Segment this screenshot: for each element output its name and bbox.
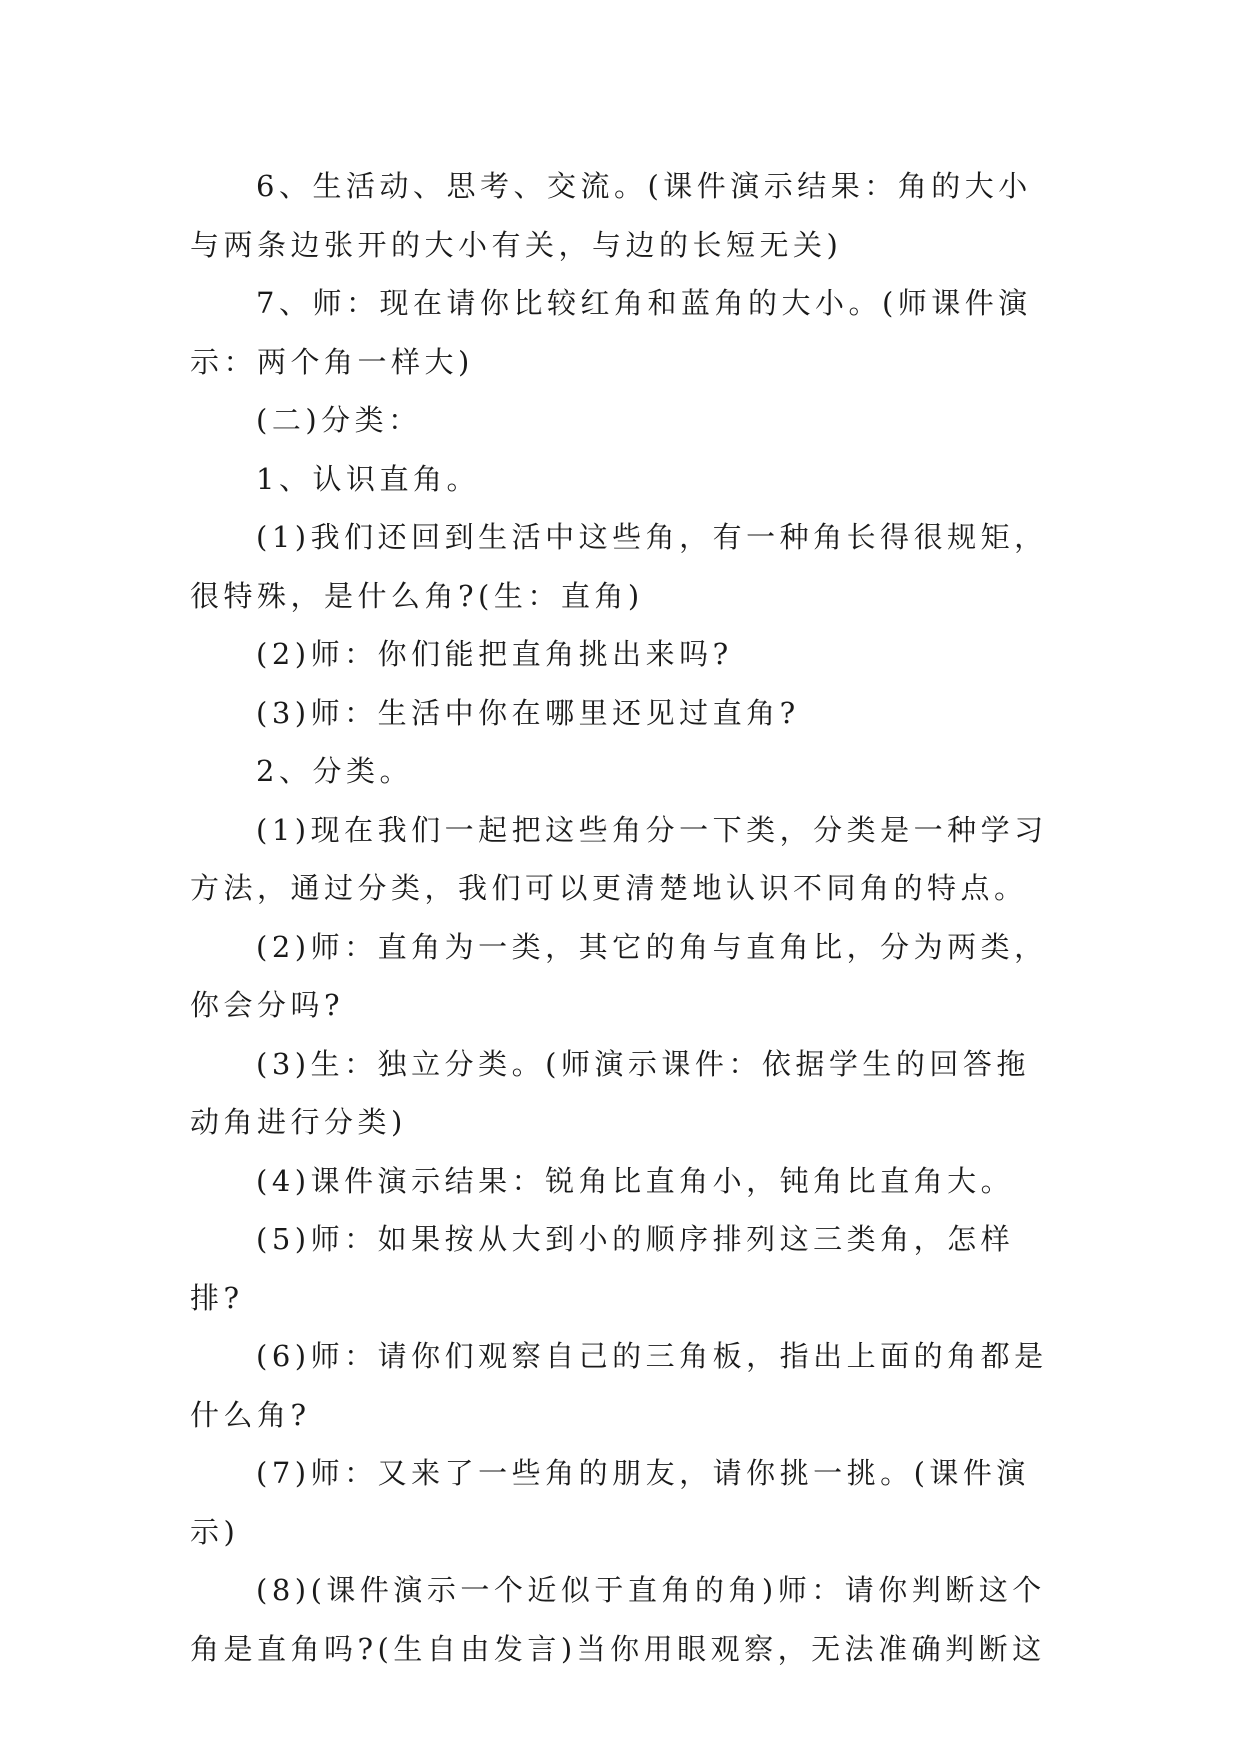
paragraph: 7、师：现在请你比较红角和蓝角的大小。(师课件演示：两个角一样大) bbox=[190, 286, 1032, 379]
paragraph: (6)师：请你们观察自己的三角板，指出上面的角都是什么角? bbox=[190, 1339, 1048, 1432]
paragraph: 6、生活动、思考、交流。(课件演示结果：角的大小与两条边张开的大小有关，与边的长短无关) bbox=[190, 169, 1032, 262]
paragraph: 1、认识直角。 bbox=[256, 461, 480, 496]
paragraph: (7)师：又来了一些角的朋友，请你挑一挑。(课件演示) bbox=[190, 1456, 1030, 1549]
paragraph: (3)生：独立分类。(师演示课件：依据学生的回答拖动角进行分类) bbox=[190, 1046, 1030, 1139]
paragraph: (1)现在我们一起把这些角分一下类，分类是一种学习方法，通过分类，我们可以更清楚地认识不同角的特点。 bbox=[190, 812, 1048, 905]
paragraph: (2)师：你们能把直角挑出来吗? bbox=[256, 637, 733, 671]
document-body bbox=[190, 157, 1050, 1678]
paragraph: (2)师：直角为一类，其它的角与直角比，分为两类，你会分吗? bbox=[190, 929, 1048, 1022]
paragraph: (二)分类： bbox=[256, 403, 422, 437]
paragraph: (3)师：生活中你在哪里还见过直角? bbox=[256, 695, 800, 730]
paragraph: (1)我们还回到生活中这些角，有一种角长得很规矩，很特殊，是什么角?(生：直角) bbox=[190, 520, 1048, 613]
paragraph: 2、分类。 bbox=[256, 754, 413, 788]
paragraph: (4)课件演示结果：锐角比直角小，钝角比直角大。 bbox=[256, 1163, 1015, 1198]
paragraph: (8)(课件演示一个近似于直角的角)师：请你判断这个角是直角吗?(生自由发言)当你用眼观察，无法准确判断这 bbox=[190, 1573, 1046, 1666]
paragraph: (5)师：如果按从大到小的顺序排列这三类角，怎样排? bbox=[190, 1222, 1015, 1315]
